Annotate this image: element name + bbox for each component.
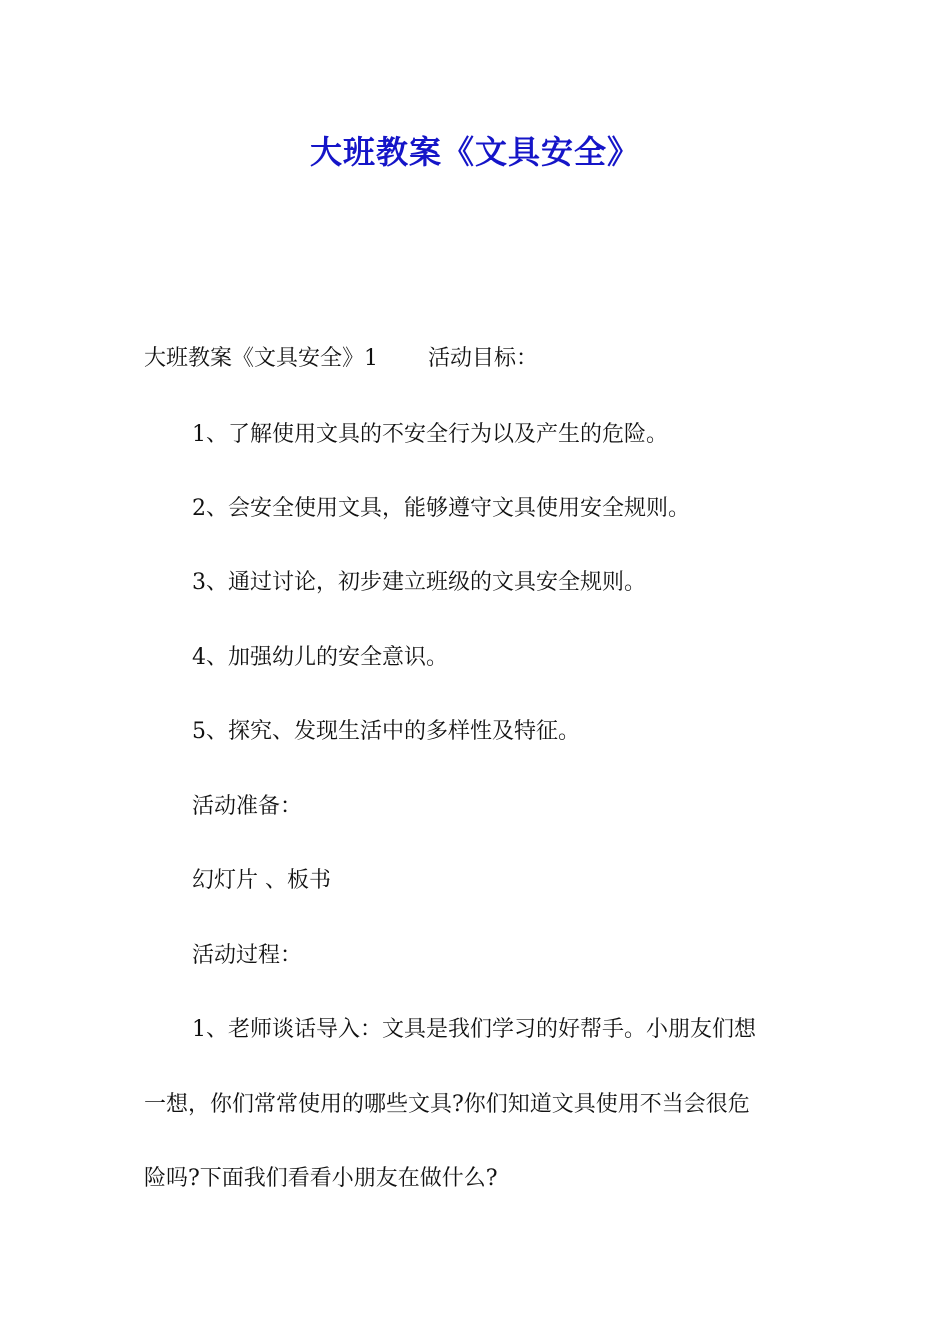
prep-label: 活动准备： xyxy=(192,794,303,819)
goal-item-5: 5、探究、发现生活中的多样性及特征。 xyxy=(192,719,580,744)
process-step-line-3: 险吗?下面我们看看小朋友在做什么? xyxy=(144,1166,498,1191)
process-label: 活动过程： xyxy=(192,943,303,968)
process-step-line-2: 一想，你们常常使用的哪些文具?你们知道文具使用不当会很危 xyxy=(144,1092,750,1117)
process-step-line-1: 1、老师谈话导入：文具是我们学习的好帮手。小朋友们想 xyxy=(192,1017,756,1042)
goal-item-1: 1、了解使用文具的不安全行为以及产生的危险。 xyxy=(192,422,668,447)
intro-line xyxy=(144,343,538,375)
goal-item-2: 2、会安全使用文具，能够遵守文具使用安全规则。 xyxy=(192,496,690,521)
goal-item-4: 4、加强幼儿的安全意识。 xyxy=(192,645,448,670)
document-title: 大班教案《文具安全》 xyxy=(309,133,640,171)
prep-items: 幻灯片 、板书 xyxy=(192,868,331,893)
goals-label: 活动目标： xyxy=(428,346,539,371)
intro-heading: 大班教案《文具安全》1 xyxy=(144,346,378,371)
goal-item-3: 3、通过讨论，初步建立班级的文具安全规则。 xyxy=(192,570,646,595)
